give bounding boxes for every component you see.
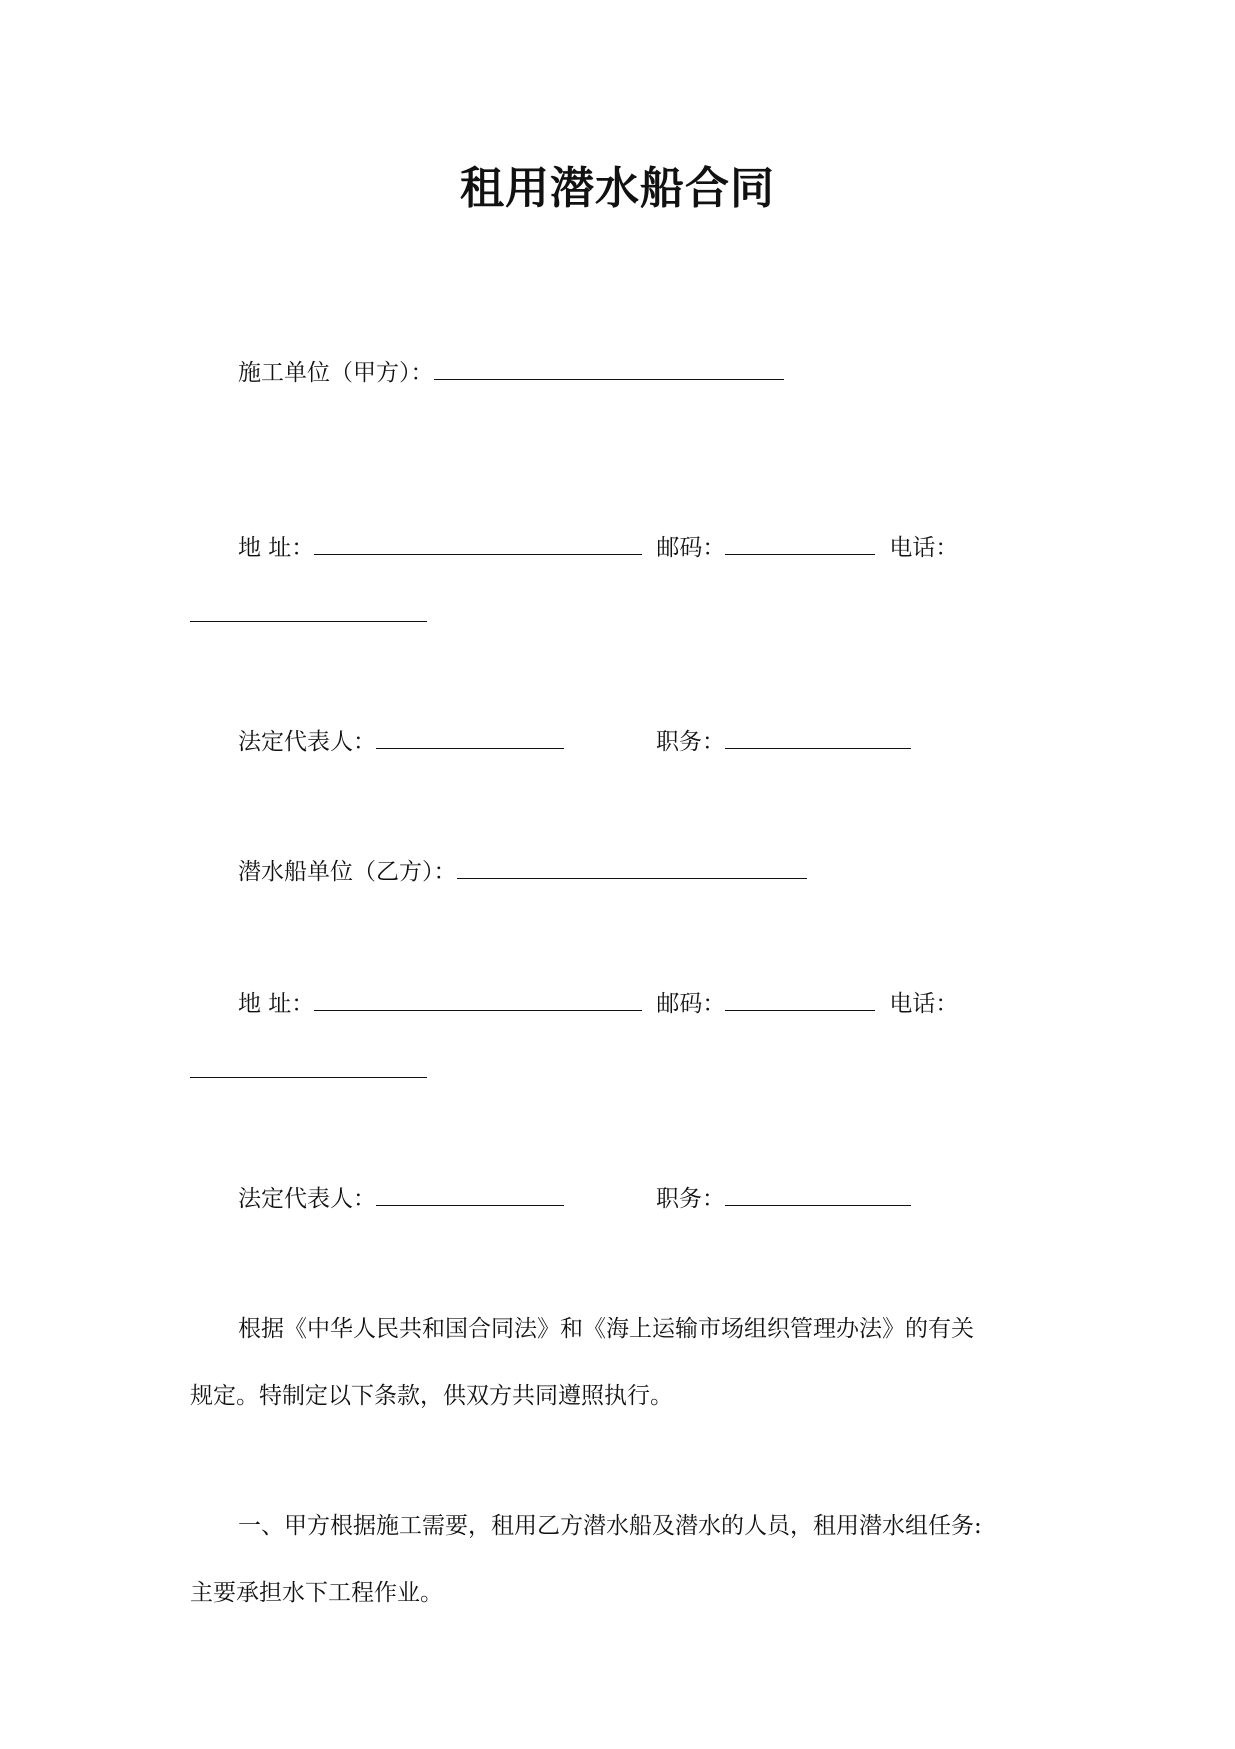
party-a-phone-label: 电话： [889, 535, 959, 561]
clause-1-line-2: 主要承担水下工程作业。 [190, 1580, 443, 1606]
party-a-unit-row [238, 358, 784, 388]
party-b-position-label: 职务： [656, 1186, 725, 1212]
party-b-postcode-blank[interactable] [725, 990, 875, 1011]
party-b-unit-label: 潜水船单位（乙方）： [238, 859, 457, 885]
party-a-position-label: 职务： [656, 729, 725, 755]
party-a-postcode-blank[interactable] [725, 534, 875, 555]
party-b-postcode-label: 邮码： [656, 991, 726, 1017]
party-b-phone-blank[interactable] [190, 1061, 427, 1078]
party-b-phone-row [190, 1056, 427, 1086]
party-b-rep-label: 法定代表人： [238, 1186, 376, 1212]
party-b-rep-blank[interactable] [376, 1185, 564, 1206]
party-a-address-row [238, 533, 958, 563]
party-b-position-blank[interactable] [725, 1185, 911, 1206]
party-b-unit-row [238, 857, 807, 887]
party-a-postcode-label: 邮码： [656, 535, 726, 561]
party-a-phone-row [190, 600, 427, 630]
party-a-position-blank[interactable] [725, 728, 911, 749]
party-a-rep-row [238, 727, 911, 757]
party-a-address-label: 地 址： [238, 535, 315, 561]
party-b-address-row [238, 989, 958, 1019]
party-a-address-blank[interactable] [314, 534, 642, 555]
party-b-address-blank[interactable] [314, 990, 642, 1011]
party-a-unit-label: 施工单位（甲方）： [238, 360, 434, 386]
document-title: 租用潜水船合同 [460, 163, 775, 214]
intro-paragraph-line-1: 根据《中华人民共和国合同法》和《海上运输市场组织管理办法》的有关 [238, 1316, 974, 1342]
intro-paragraph-line-2: 规定。特制定以下条款，供双方共同遵照执行。 [190, 1383, 673, 1409]
party-a-phone-blank[interactable] [190, 605, 427, 622]
clause-1-line-1: 一、甲方根据施工需要，租用乙方潜水船及潜水的人员，租用潜水组任务: [238, 1513, 982, 1539]
party-a-rep-label: 法定代表人： [238, 729, 376, 755]
party-a-rep-blank[interactable] [376, 728, 564, 749]
party-b-unit-blank[interactable] [457, 858, 807, 879]
party-a-unit-blank[interactable] [434, 359, 784, 380]
party-b-address-label: 地 址： [238, 991, 315, 1017]
party-b-phone-label: 电话： [889, 991, 959, 1017]
party-b-rep-row [238, 1184, 911, 1214]
